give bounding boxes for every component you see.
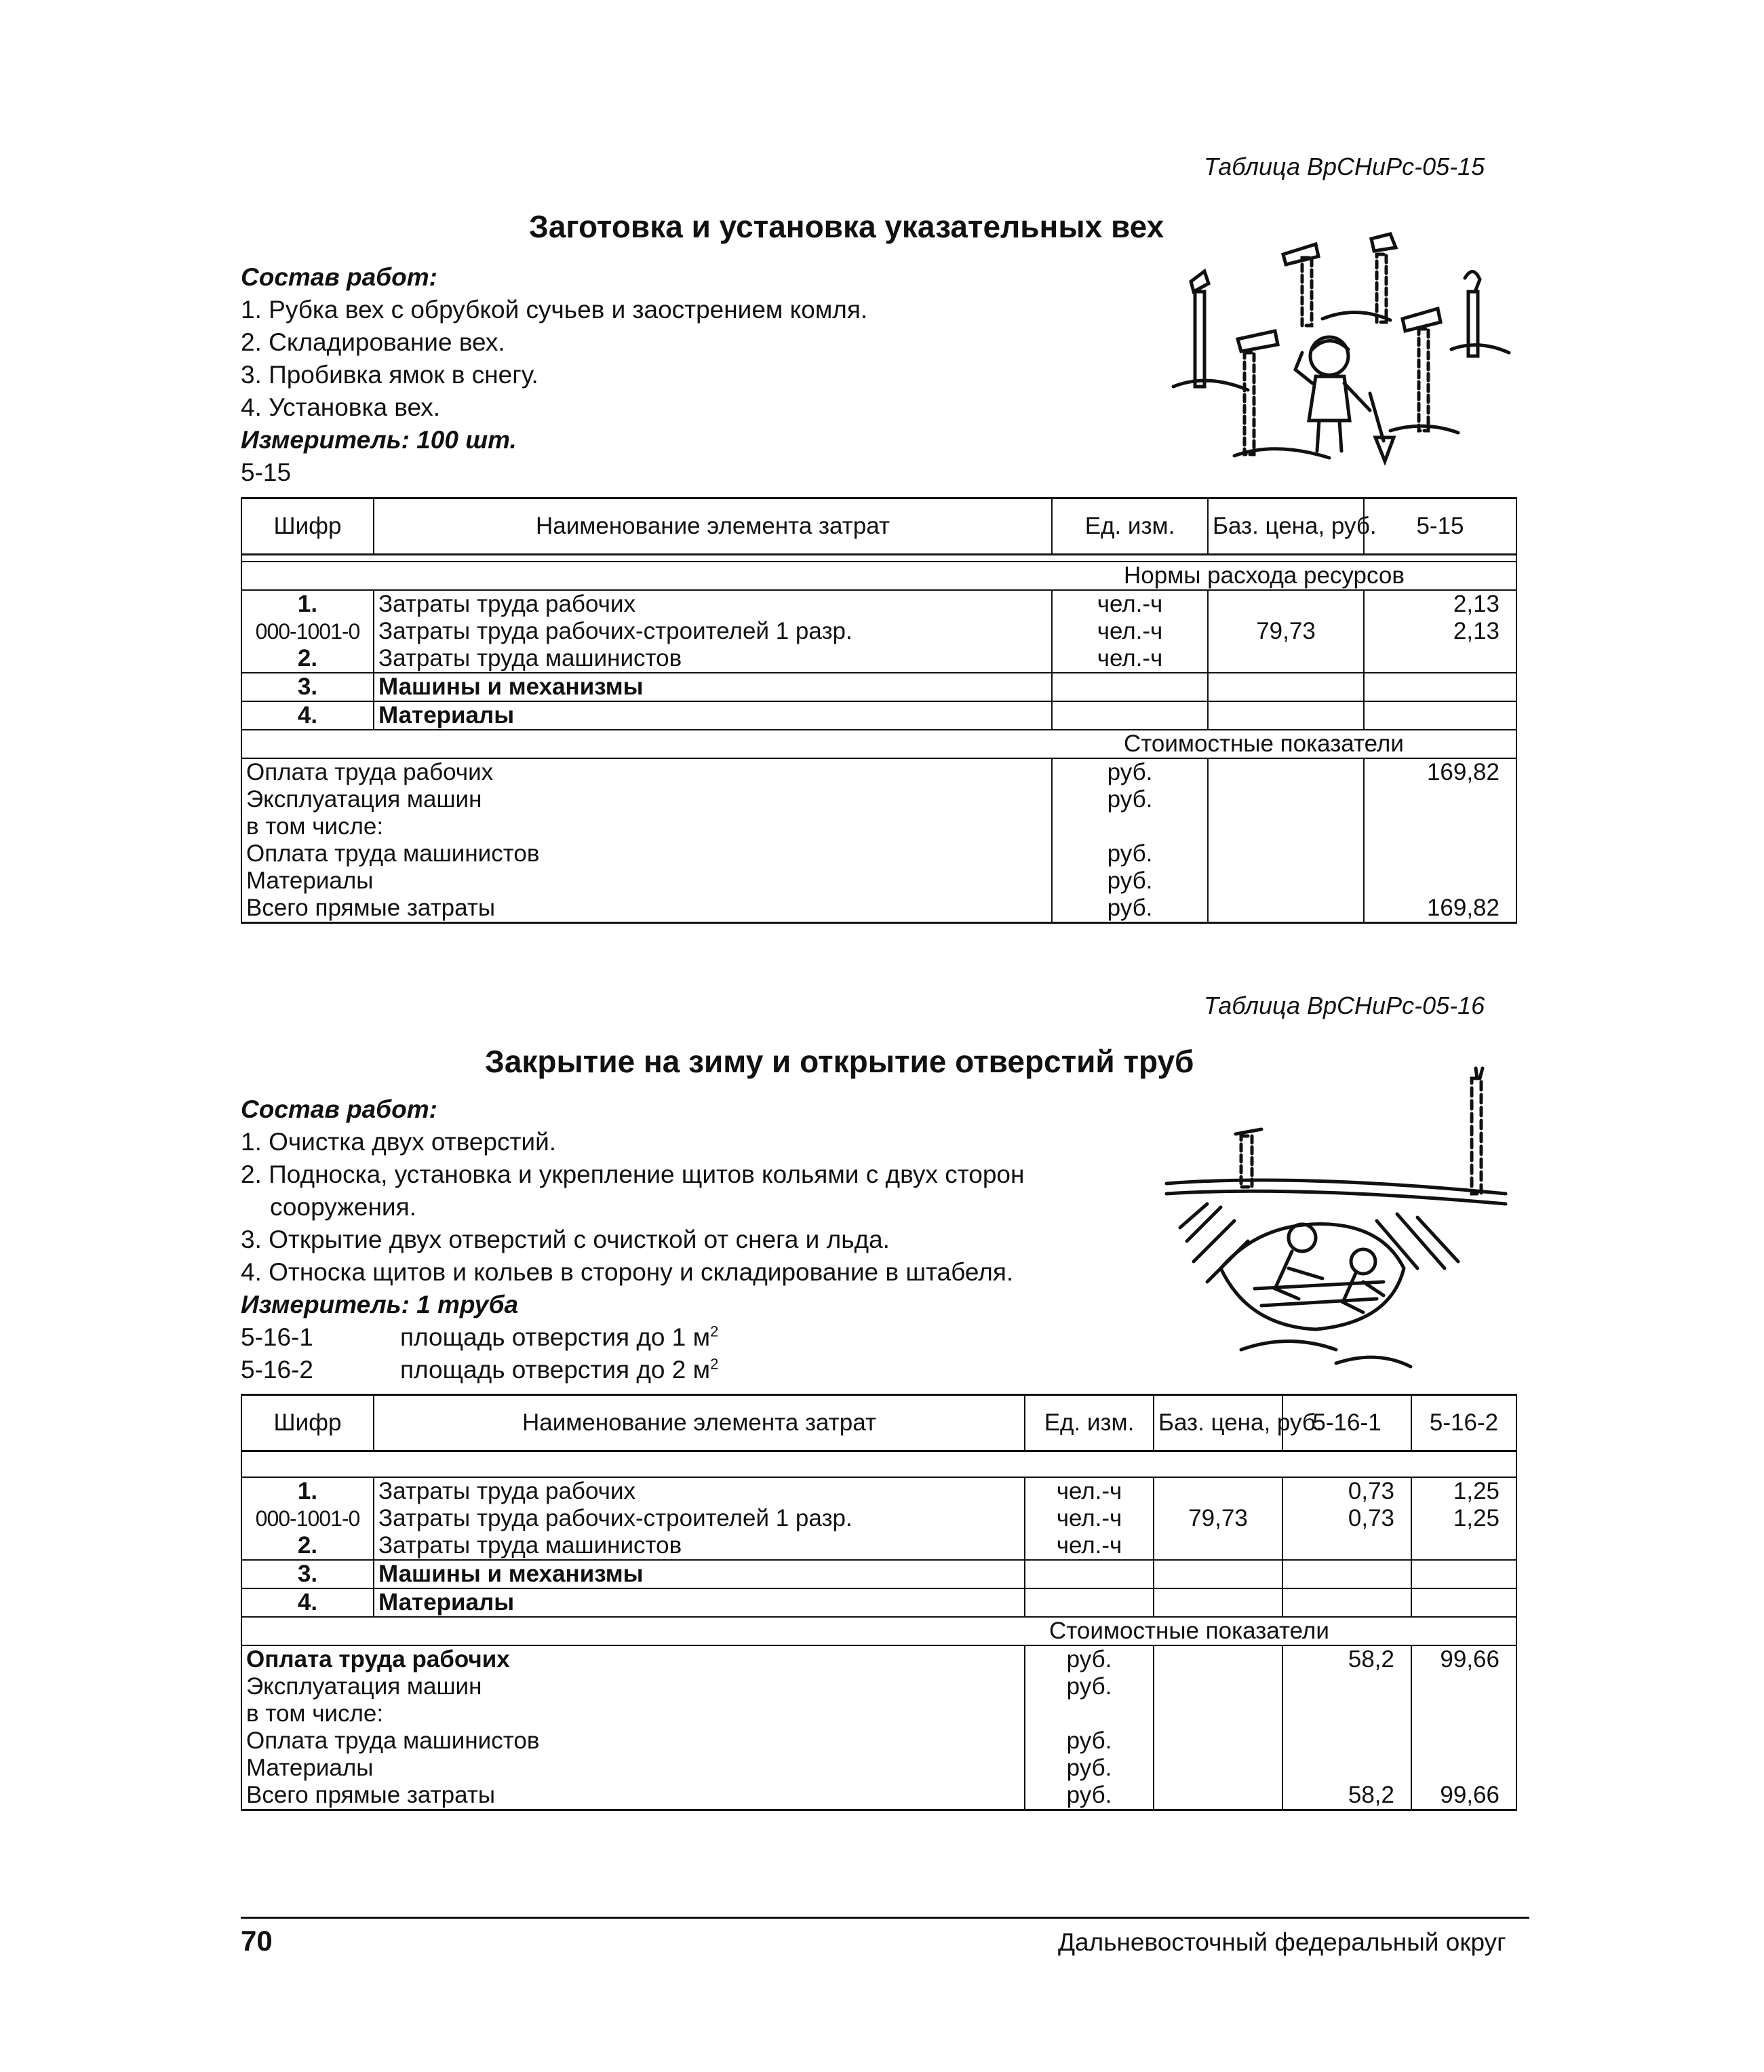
cost-row-unit: руб. xyxy=(1025,1673,1154,1700)
cost-row-value xyxy=(1364,840,1516,867)
code: 5-16-2 xyxy=(241,1356,313,1384)
header-price: Баз. цена, руб. xyxy=(1208,499,1364,555)
row-unit: чел.-ч xyxy=(1052,590,1208,618)
cost-label: Стоимостные показатели xyxy=(241,1617,1516,1645)
cost-table-1 xyxy=(241,497,1517,924)
header-cipher: Шифр xyxy=(241,499,374,555)
header-norm-5-15: 5-15 xyxy=(1364,499,1516,555)
header-norm-5-16-2: 5-16-2 xyxy=(1411,1395,1516,1451)
row-value xyxy=(1282,1588,1411,1617)
row-name: Затраты труда машинистов xyxy=(374,1532,1025,1560)
work-composition-1 xyxy=(241,261,867,489)
norms-label: Нормы расхода ресурсов xyxy=(241,562,1516,590)
cost-row-value xyxy=(1282,1700,1411,1727)
footer-region: Дальневосточный федеральный округ xyxy=(1058,1928,1506,1956)
work-step: 2. Складирование вех. xyxy=(241,328,505,356)
cost-row-unit: руб. xyxy=(1052,840,1208,867)
row-value xyxy=(1282,1532,1411,1560)
table-reference-1: Таблица ВрСНиРс-05-15 xyxy=(1204,153,1485,180)
cost-row-value xyxy=(1282,1727,1411,1755)
person-placing-signposts-illustration xyxy=(1167,217,1512,482)
row-unit xyxy=(1052,701,1208,730)
row-code: 4. xyxy=(241,701,374,730)
row-price xyxy=(1154,1560,1282,1588)
cost-row-price xyxy=(1154,1700,1282,1727)
row-name: Затраты труда рабочих xyxy=(374,1477,1025,1505)
cost-row-unit xyxy=(1025,1700,1154,1727)
work-step: 2. Подноска, установка и укрепление щитов кольями с двух сторон xyxy=(241,1160,1025,1188)
code-description: площадь отверстия до 2 м xyxy=(400,1356,711,1384)
row-unit: чел.-ч xyxy=(1052,645,1208,673)
workers-at-culvert-illustration xyxy=(1160,1065,1512,1377)
row-value xyxy=(1364,701,1516,730)
row-price xyxy=(1208,673,1364,701)
row-name: Затраты труда машинистов xyxy=(374,645,1052,673)
code-line xyxy=(241,1321,1024,1354)
superscript: 2 xyxy=(710,1323,719,1340)
composition-label: Состав работ: xyxy=(241,263,437,291)
header-unit: Ед. изм. xyxy=(1052,499,1208,555)
cost-row-value xyxy=(1411,1727,1516,1755)
cost-row-name: Эксплуатация машин xyxy=(241,1673,1025,1700)
row-name: Материалы xyxy=(374,701,1052,730)
cost-row-value xyxy=(1364,786,1516,813)
work-step: 4. Установка вех. xyxy=(241,393,441,421)
cost-row-value xyxy=(1282,1755,1411,1782)
cost-row-unit: руб. xyxy=(1052,895,1208,923)
code: 5-16-1 xyxy=(241,1323,313,1351)
cost-row-price xyxy=(1154,1645,1282,1673)
code-line xyxy=(241,456,867,489)
cost-row-value xyxy=(1282,1673,1411,1700)
work-step: 4. Относка щитов и кольев в сторону и складирование в штабеля. xyxy=(241,1258,1014,1286)
spacer-row xyxy=(241,555,1516,562)
work-step: 1. Очистка двух отверстий. xyxy=(241,1128,557,1156)
row-unit xyxy=(1025,1588,1154,1617)
row-price: 79,73 xyxy=(1208,618,1364,645)
cost-row-price xyxy=(1154,1782,1282,1810)
header-unit: Ед. изм. xyxy=(1025,1395,1154,1451)
cost-row-value xyxy=(1411,1673,1516,1700)
measure-label: Измеритель: 1 труба xyxy=(241,1291,519,1318)
row-value xyxy=(1411,1588,1516,1617)
row-price xyxy=(1208,645,1364,673)
row-name: Материалы xyxy=(374,1588,1025,1617)
row-code: 000-1001-0 xyxy=(241,1505,374,1532)
row-unit: чел.-ч xyxy=(1052,618,1208,645)
cost-row-value xyxy=(1411,1755,1516,1782)
section-title-2: Закрытие на зиму и открытие отверстий труб xyxy=(485,1044,1194,1079)
row-value xyxy=(1411,1532,1516,1560)
row-value: 2,13 xyxy=(1364,590,1516,618)
cost-row-unit: руб. xyxy=(1025,1727,1154,1755)
row-value: 0,73 xyxy=(1282,1505,1411,1532)
row-unit xyxy=(1052,673,1208,701)
cost-row-price xyxy=(1208,867,1364,895)
row-unit: чел.-ч xyxy=(1025,1532,1154,1560)
row-price: 79,73 xyxy=(1154,1505,1282,1532)
cost-row-price xyxy=(1208,758,1364,786)
work-step: 1. Рубка вех с обрубкой сучьев и заострением комля. xyxy=(241,296,868,324)
cost-row-value: 169,82 xyxy=(1364,895,1516,923)
row-unit: чел.-ч xyxy=(1025,1477,1154,1505)
row-code: 1. xyxy=(241,1477,374,1505)
row-code: 2. xyxy=(241,645,374,673)
cost-row-value xyxy=(1411,1700,1516,1727)
cost-row-unit: руб. xyxy=(1052,786,1208,813)
row-price xyxy=(1154,1588,1282,1617)
cost-row-name: Оплата труда рабочих xyxy=(241,758,1052,786)
cost-row-value: 99,66 xyxy=(1411,1782,1516,1810)
cost-row-value: 99,66 xyxy=(1411,1645,1516,1673)
table-reference-2: Таблица ВрСНиРс-05-16 xyxy=(1204,992,1485,1019)
cost-row-unit: руб. xyxy=(1025,1755,1154,1782)
row-code: 000-1001-0 xyxy=(241,618,374,645)
cost-row-name: Материалы xyxy=(241,867,1052,895)
cost-row-price xyxy=(1208,786,1364,813)
row-code: 1. xyxy=(241,590,374,618)
row-name: Машины и механизмы xyxy=(374,673,1052,701)
cost-row-value: 169,82 xyxy=(1364,758,1516,786)
header-name: Наименование элемента затрат xyxy=(374,1395,1025,1451)
cost-row-price xyxy=(1154,1673,1282,1700)
cost-row-name: Эксплуатация машин xyxy=(241,786,1052,813)
cost-row-price xyxy=(1154,1727,1282,1755)
row-value: 2,13 xyxy=(1364,618,1516,645)
cost-row-unit xyxy=(1052,813,1208,840)
row-name: Затраты труда рабочих xyxy=(374,590,1052,618)
cost-row-name: Оплата труда машинистов xyxy=(241,840,1052,867)
row-price xyxy=(1208,701,1364,730)
row-code: 3. xyxy=(241,1560,374,1588)
superscript: 2 xyxy=(710,1355,719,1373)
section-title-1: Заготовка и установка указательных вех xyxy=(529,209,1164,244)
cost-label: Стоимостные показатели xyxy=(241,730,1516,758)
work-step: 3. Открытие двух отверстий с очисткой от снега и льда. xyxy=(241,1226,890,1253)
row-price xyxy=(1154,1532,1282,1560)
code: 5-15 xyxy=(241,458,292,486)
cost-table-2 xyxy=(241,1394,1517,1811)
cost-row-unit: руб. xyxy=(1052,867,1208,895)
row-code: 3. xyxy=(241,673,374,701)
row-value xyxy=(1282,1560,1411,1588)
cost-row-name: Оплата труда рабочих xyxy=(241,1645,1025,1673)
row-code: 2. xyxy=(241,1532,374,1560)
row-name: Затраты труда рабочих-строителей 1 разр. xyxy=(374,1505,1025,1532)
cost-row-name: в том числе: xyxy=(241,1700,1025,1727)
header-name: Наименование элемента затрат xyxy=(374,499,1052,555)
row-price xyxy=(1154,1477,1282,1505)
row-value xyxy=(1364,645,1516,673)
cost-row-value xyxy=(1364,867,1516,895)
footer-divider xyxy=(241,1917,1529,1919)
cost-row-price xyxy=(1154,1755,1282,1782)
page-number: 70 xyxy=(241,1925,273,1957)
header-cipher: Шифр xyxy=(241,1395,374,1451)
cost-row-price xyxy=(1208,840,1364,867)
row-value xyxy=(1411,1560,1516,1588)
row-code: 4. xyxy=(241,1588,374,1617)
cost-row-price xyxy=(1208,895,1364,923)
row-value xyxy=(1364,673,1516,701)
cost-row-unit: руб. xyxy=(1025,1782,1154,1810)
row-name: Машины и механизмы xyxy=(374,1560,1025,1588)
row-value: 0,73 xyxy=(1282,1477,1411,1505)
row-unit xyxy=(1025,1560,1154,1588)
code-line xyxy=(241,1354,1024,1386)
cost-row-name: Материалы xyxy=(241,1755,1025,1782)
row-name: Затраты труда рабочих-строителей 1 разр. xyxy=(374,618,1052,645)
row-unit: чел.-ч xyxy=(1025,1505,1154,1532)
cost-row-value: 58,2 xyxy=(1282,1782,1411,1810)
header-price: Баз. цена, руб. xyxy=(1154,1395,1282,1451)
row-value: 1,25 xyxy=(1411,1477,1516,1505)
header-norm-5-16-1: 5-16-1 xyxy=(1282,1395,1411,1451)
work-step: 3. Пробивка ямок в снегу. xyxy=(241,361,538,389)
work-step: сооружения. xyxy=(270,1193,416,1221)
row-price xyxy=(1208,590,1364,618)
cost-row-value: 58,2 xyxy=(1282,1645,1411,1673)
cost-row-name: Оплата труда машинистов xyxy=(241,1727,1025,1755)
row-value: 1,25 xyxy=(1411,1505,1516,1532)
code-description: площадь отверстия до 1 м xyxy=(400,1323,711,1351)
norms-label xyxy=(241,1451,1516,1478)
composition-label: Состав работ: xyxy=(241,1095,437,1123)
cost-row-unit: руб. xyxy=(1025,1645,1154,1673)
cost-row-name: Всего прямые затраты xyxy=(241,895,1052,923)
cost-row-name: в том числе: xyxy=(241,813,1052,840)
cost-row-price xyxy=(1208,813,1364,840)
cost-row-name: Всего прямые затраты xyxy=(241,1782,1025,1810)
measure-label: Измеритель: 100 шт. xyxy=(241,426,517,454)
cost-row-unit: руб. xyxy=(1052,758,1208,786)
work-composition-2 xyxy=(241,1093,1024,1386)
cost-row-value xyxy=(1364,813,1516,840)
